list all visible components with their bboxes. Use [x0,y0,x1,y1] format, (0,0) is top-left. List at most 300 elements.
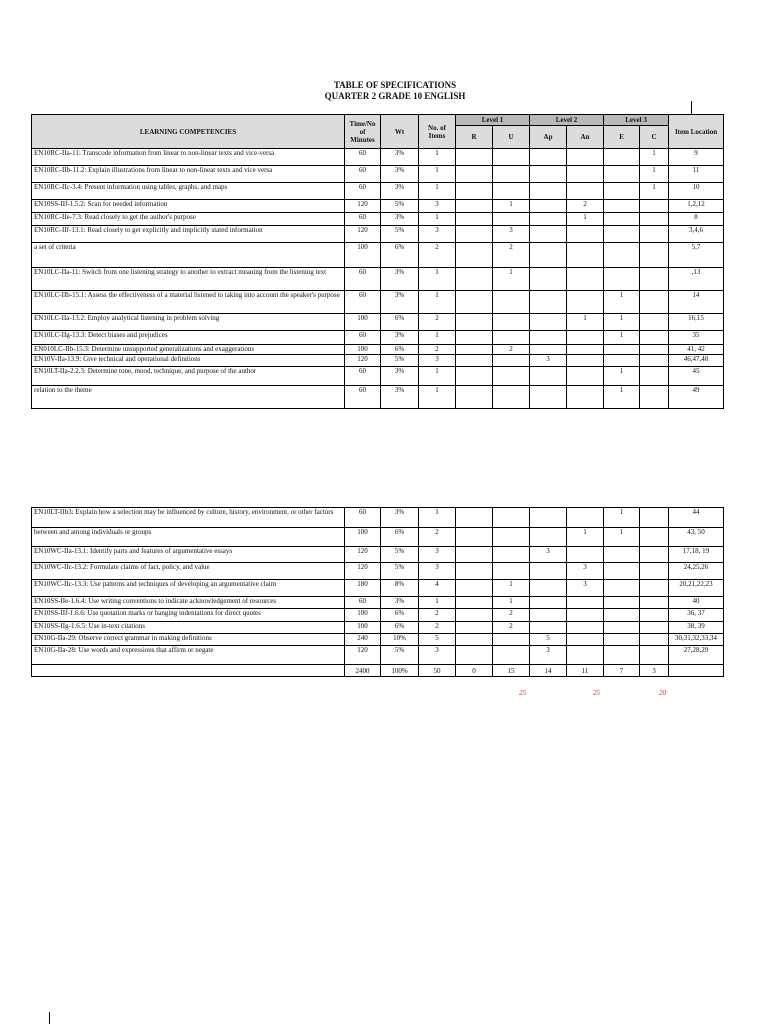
cell-items: 1 [419,508,456,528]
cell-ap [530,386,567,409]
cell-c [640,622,669,634]
cell-wt: 6% [381,345,419,355]
cell-an: 2 [567,200,604,213]
cell-u [493,149,530,166]
cell-r [456,243,493,268]
cell-items: 1 [419,367,456,386]
cell-comp: EN10RC-IIc-3.4: Present information using tables, graphs, and maps [32,183,345,200]
cell-wt: 3% [381,149,419,166]
header-evaluating: E [604,126,640,149]
cell-time: 100 [345,609,381,622]
cell-wt: 5% [381,563,419,580]
cell-e [604,597,640,609]
cell-wt: 3% [381,367,419,386]
cell-r [456,268,493,291]
cell-loc: 46,47,48 [669,355,724,367]
cell-c [640,200,669,213]
cell-time: 120 [345,646,381,665]
cell-c [640,634,669,646]
cell-u [493,634,530,646]
cell-r [456,563,493,580]
text-cursor [49,1012,50,1024]
cell-r [456,597,493,609]
cell-wt: 6% [381,609,419,622]
cell-c [640,508,669,528]
total-wt: 100% [381,665,419,677]
cell-an [567,166,604,183]
cell-ap [530,166,567,183]
cell-e [604,200,640,213]
cell-items: 1 [419,597,456,609]
table-row [32,226,724,243]
cell-loc: 40 [669,597,724,609]
cell-wt: 3% [381,166,419,183]
cell-ap [530,367,567,386]
cell-u: 1 [493,268,530,291]
cell-u [493,367,530,386]
table-row [32,331,724,345]
cell-r [456,345,493,355]
cell-u: 1 [493,580,530,597]
cell-u [493,183,530,200]
cell-r [456,166,493,183]
cell-comp: EN10G-IIa-28: Use words and expressions that affirm or negate [32,646,345,665]
cell-c [640,291,669,314]
cell-an [567,226,604,243]
cell-comp: a set of criteria [32,243,345,268]
cell-time: 60 [345,508,381,528]
cell-ap [530,268,567,291]
cell-e [604,646,640,665]
cell-u [493,331,530,345]
cell-e [604,149,640,166]
header-remembering: R [456,126,493,149]
table-row [32,345,724,355]
cell-an [567,291,604,314]
cell-loc: 5,7 [669,243,724,268]
cell-u [493,166,530,183]
header-level-1: Level 1 [456,115,530,126]
cell-e [604,243,640,268]
cell-time: 120 [345,547,381,563]
cell-time: 60 [345,331,381,345]
cell-an [567,646,604,665]
cell-items: 3 [419,226,456,243]
table-row [32,291,724,314]
cell-items: 1 [419,331,456,345]
total-comp [32,665,345,677]
cell-c [640,331,669,345]
cell-wt: 6% [381,622,419,634]
cell-time: 60 [345,291,381,314]
table-row [32,213,724,226]
cell-u [493,213,530,226]
cell-r [456,634,493,646]
cell-wt: 3% [381,386,419,409]
cell-ap [530,213,567,226]
cell-an [567,243,604,268]
cell-an: 1 [567,528,604,547]
table-row [32,547,724,563]
cell-u: 2 [493,243,530,268]
cell-e: 1 [604,386,640,409]
cell-comp: relation to the theme [32,386,345,409]
cell-loc: 8 [669,213,724,226]
specifications-table-top [31,114,724,409]
cell-r [456,331,493,345]
cell-comp: EN10WC-IIc-13.3: Use patterns and techniques of developing an argumentative claim [32,580,345,597]
header-learning-competencies: LEARNING COMPETENCIES [32,115,345,149]
cell-time: 60 [345,386,381,409]
cell-u: 1 [493,597,530,609]
cell-c [640,609,669,622]
cell-loc: 17,18, 19 [669,547,724,563]
cell-u [493,547,530,563]
document-subtitle: QUARTER 2 GRADE 10 ENGLISH [324,91,466,101]
header-creating: C [640,126,669,149]
cell-ap [530,597,567,609]
cell-loc: 24,25,26 [669,563,724,580]
cell-wt: 3% [381,508,419,528]
cell-comp: EN10SS-IIg-1.6.5: Use in-text citations [32,622,345,634]
cell-r [456,149,493,166]
cell-u: 2 [493,622,530,634]
cell-an [567,609,604,622]
cell-c [640,563,669,580]
cell-wt: 6% [381,243,419,268]
cell-an [567,386,604,409]
cell-an [567,622,604,634]
cell-e [604,226,640,243]
table-row [32,367,724,386]
cell-c [640,213,669,226]
table-row [32,563,724,580]
table-row [32,386,724,409]
cell-items: 3 [419,200,456,213]
cell-an [567,149,604,166]
cell-r [456,508,493,528]
cell-ap [530,609,567,622]
cell-comp: EN10LT-IIb3: Explain how a selection may be influenced by culture, history, environment, or other factors [32,508,345,528]
table-row [32,609,724,622]
cell-comp: EN010LC-IIb-15.3: Determine unsupported generalizations and exaggerations [32,345,345,355]
cell-items: 1 [419,166,456,183]
cell-comp: EN10V-IIa-13.9: Give technical and operational definitions [32,355,345,367]
cell-r [456,183,493,200]
cell-c [640,355,669,367]
cell-time: 60 [345,166,381,183]
cell-r [456,386,493,409]
cell-ap [530,622,567,634]
cell-comp: EN10LC-IIg-13.3: Detect biases and prejudices [32,331,345,345]
cell-comp: EN10RC-IIf-13.1: Read closely to get explicitly and implicitly stated information [32,226,345,243]
cell-an [567,547,604,563]
cell-time: 180 [345,580,381,597]
level-2-total: 25 [593,689,600,697]
cell-loc: ,13 [669,268,724,291]
cell-comp: EN10SS-IIf-1.6.6: Use quotation marks or hanging indentations for direct quotes [32,609,345,622]
cell-wt: 5% [381,226,419,243]
cell-e: 1 [604,314,640,331]
cell-e: 1 [604,367,640,386]
cell-c [640,367,669,386]
cell-e: 1 [604,291,640,314]
table-row [32,268,724,291]
header-time: Time/No of Minutes [345,115,381,149]
cell-an: 3 [567,563,604,580]
table-row [32,634,724,646]
cell-ap: 3 [530,355,567,367]
cell-e [604,355,640,367]
cell-an [567,355,604,367]
cell-loc: 20,21,22,23 [669,580,724,597]
cell-loc: 10 [669,183,724,200]
header-analyzing: An [567,126,604,149]
cell-an [567,508,604,528]
table-row [32,355,724,367]
cell-u [493,314,530,331]
cell-r [456,528,493,547]
cell-loc: 9 [669,149,724,166]
margin-line [691,101,692,114]
cell-u [493,386,530,409]
total-ap: 14 [530,665,567,677]
total-an: 11 [567,665,604,677]
cell-items: 3 [419,563,456,580]
cell-wt: 5% [381,355,419,367]
cell-e [604,609,640,622]
cell-ap [530,331,567,345]
cell-items: 2 [419,528,456,547]
cell-ap: 3 [530,547,567,563]
cell-r [456,355,493,367]
cell-loc: 36, 37 [669,609,724,622]
cell-an [567,183,604,200]
cell-e [604,213,640,226]
cell-comp: EN10WC-IIa-13.1: Identify parts and features of argumentative essays [32,547,345,563]
cell-time: 120 [345,355,381,367]
cell-ap: 5 [530,634,567,646]
cell-ap [530,243,567,268]
cell-items: 2 [419,609,456,622]
total-loc [669,665,724,677]
cell-ap [530,149,567,166]
cell-comp: EN10LC-IIa-11: Switch from one listening strategy to another to extract meaning from the listening text [32,268,345,291]
cell-items: 1 [419,149,456,166]
cell-r [456,367,493,386]
cell-e [604,166,640,183]
cell-comp: between and among individuals or groups [32,528,345,547]
cell-ap [530,580,567,597]
table-row [32,508,724,528]
total-u: 15 [493,665,530,677]
specifications-table-bottom [31,507,724,677]
cell-wt: 8% [381,580,419,597]
cell-an: 1 [567,213,604,226]
table-row [32,166,724,183]
cell-comp: EN10RC-IIb-11.2: Explain illustrations from linear to non-linear texts and vice versa [32,166,345,183]
cell-loc: 3,4,6 [669,226,724,243]
cell-e: 1 [604,508,640,528]
cell-u [493,563,530,580]
cell-an: 3 [567,580,604,597]
cell-e [604,547,640,563]
level-3-total: 20 [659,689,666,697]
cell-u [493,528,530,547]
cell-e: 1 [604,331,640,345]
cell-wt: 5% [381,547,419,563]
cell-r [456,314,493,331]
cell-ap [530,508,567,528]
cell-loc: 30,31,32,33,34 [669,634,724,646]
cell-comp: EN10LC-IIa-13.2: Employ analytical listening in problem solving [32,314,345,331]
table-row [32,528,724,547]
cell-wt: 3% [381,291,419,314]
cell-loc: 11 [669,166,724,183]
cell-items: 2 [419,314,456,331]
cell-items: 1 [419,183,456,200]
cell-items: 4 [419,580,456,597]
cell-comp: EN10SS-IIf-1.5.2: Scan for needed information [32,200,345,213]
cell-ap [530,200,567,213]
header-weight: Wt [381,115,419,149]
total-c: 3 [640,665,669,677]
header-understanding: U [493,126,530,149]
cell-an [567,367,604,386]
cell-items: 3 [419,547,456,563]
cell-time: 100 [345,243,381,268]
cell-items: 2 [419,243,456,268]
cell-time: 100 [345,314,381,331]
cell-loc: 41, 42 [669,345,724,355]
cell-ap [530,528,567,547]
header-level-3: Level 3 [604,115,669,126]
table-row [32,597,724,609]
cell-u: 2 [493,609,530,622]
cell-loc: 14 [669,291,724,314]
cell-items: 2 [419,345,456,355]
cell-comp: EN10SS-IIe-1.6.4: Use writing conventions to indicate acknowledgement of resources [32,597,345,609]
cell-time: 240 [345,634,381,646]
cell-e [604,563,640,580]
cell-wt: 6% [381,528,419,547]
cell-loc: 1,2,12 [669,200,724,213]
cell-wt: 10% [381,634,419,646]
totals-row [32,665,724,677]
cell-time: 120 [345,200,381,213]
total-e: 7 [604,665,640,677]
cell-time: 60 [345,268,381,291]
cell-time: 60 [345,367,381,386]
cell-c [640,646,669,665]
table-row [32,622,724,634]
cell-u: 2 [493,345,530,355]
cell-u [493,508,530,528]
table-row [32,314,724,331]
cell-r [456,291,493,314]
cell-comp: EN10G-IIa-29: Observe correct grammar in making definitions [32,634,345,646]
cell-loc: 35 [669,331,724,345]
header-number-of-items: No. of Items [419,115,456,149]
level-1-total: 25 [519,689,526,697]
total-time: 2400 [345,665,381,677]
cell-wt: 5% [381,646,419,665]
table-row [32,200,724,213]
cell-c [640,226,669,243]
cell-c [640,597,669,609]
cell-items: 1 [419,268,456,291]
cell-time: 60 [345,213,381,226]
cell-ap: 3 [530,646,567,665]
cell-loc: 16,15 [669,314,724,331]
cell-r [456,609,493,622]
cell-wt: 6% [381,314,419,331]
cell-wt: 3% [381,597,419,609]
cell-wt: 3% [381,183,419,200]
cell-comp: EN10RC-IIe-7.3: Read closely to get the author's purpose [32,213,345,226]
cell-wt: 3% [381,268,419,291]
cell-comp: EN10LC-IIb-15.1: Assess the effectiveness of a material listened to taking into account the speaker's purpose [32,291,345,314]
table-row [32,646,724,665]
cell-e [604,345,640,355]
cell-r [456,580,493,597]
cell-r [456,226,493,243]
cell-r [456,200,493,213]
cell-e [604,580,640,597]
cell-e [604,634,640,646]
cell-r [456,547,493,563]
cell-an [567,268,604,291]
header-applying: Ap [530,126,567,149]
cell-c [640,528,669,547]
cell-c: 1 [640,149,669,166]
cell-c: 1 [640,166,669,183]
cell-c: 1 [640,183,669,200]
cell-loc: 27,28,29 [669,646,724,665]
cell-e: 1 [604,528,640,547]
cell-r [456,622,493,634]
total-items: 50 [419,665,456,677]
cell-wt: 3% [381,213,419,226]
cell-loc: 44 [669,508,724,528]
cell-time: 100 [345,528,381,547]
header-item-location: Item Location [669,115,724,149]
cell-loc: 38, 39 [669,622,724,634]
cell-u [493,646,530,665]
cell-comp: EN10WC-IIc-13.2: Formulate claims of fact, policy, and value [32,563,345,580]
document-title: TABLE OF SPECIFICATIONS [333,80,457,90]
cell-items: 2 [419,622,456,634]
cell-c [640,314,669,331]
cell-wt: 5% [381,200,419,213]
table-row [32,580,724,597]
cell-items: 3 [419,646,456,665]
cell-u: 1 [493,200,530,213]
cell-r [456,646,493,665]
cell-items: 1 [419,213,456,226]
cell-loc: 43, 50 [669,528,724,547]
cell-time: 100 [345,622,381,634]
table-row [32,149,724,166]
cell-c [640,386,669,409]
cell-an [567,634,604,646]
cell-u [493,355,530,367]
cell-items: 1 [419,291,456,314]
cell-r [456,213,493,226]
cell-wt: 3% [381,331,419,345]
cell-c [640,580,669,597]
cell-loc: 49 [669,386,724,409]
